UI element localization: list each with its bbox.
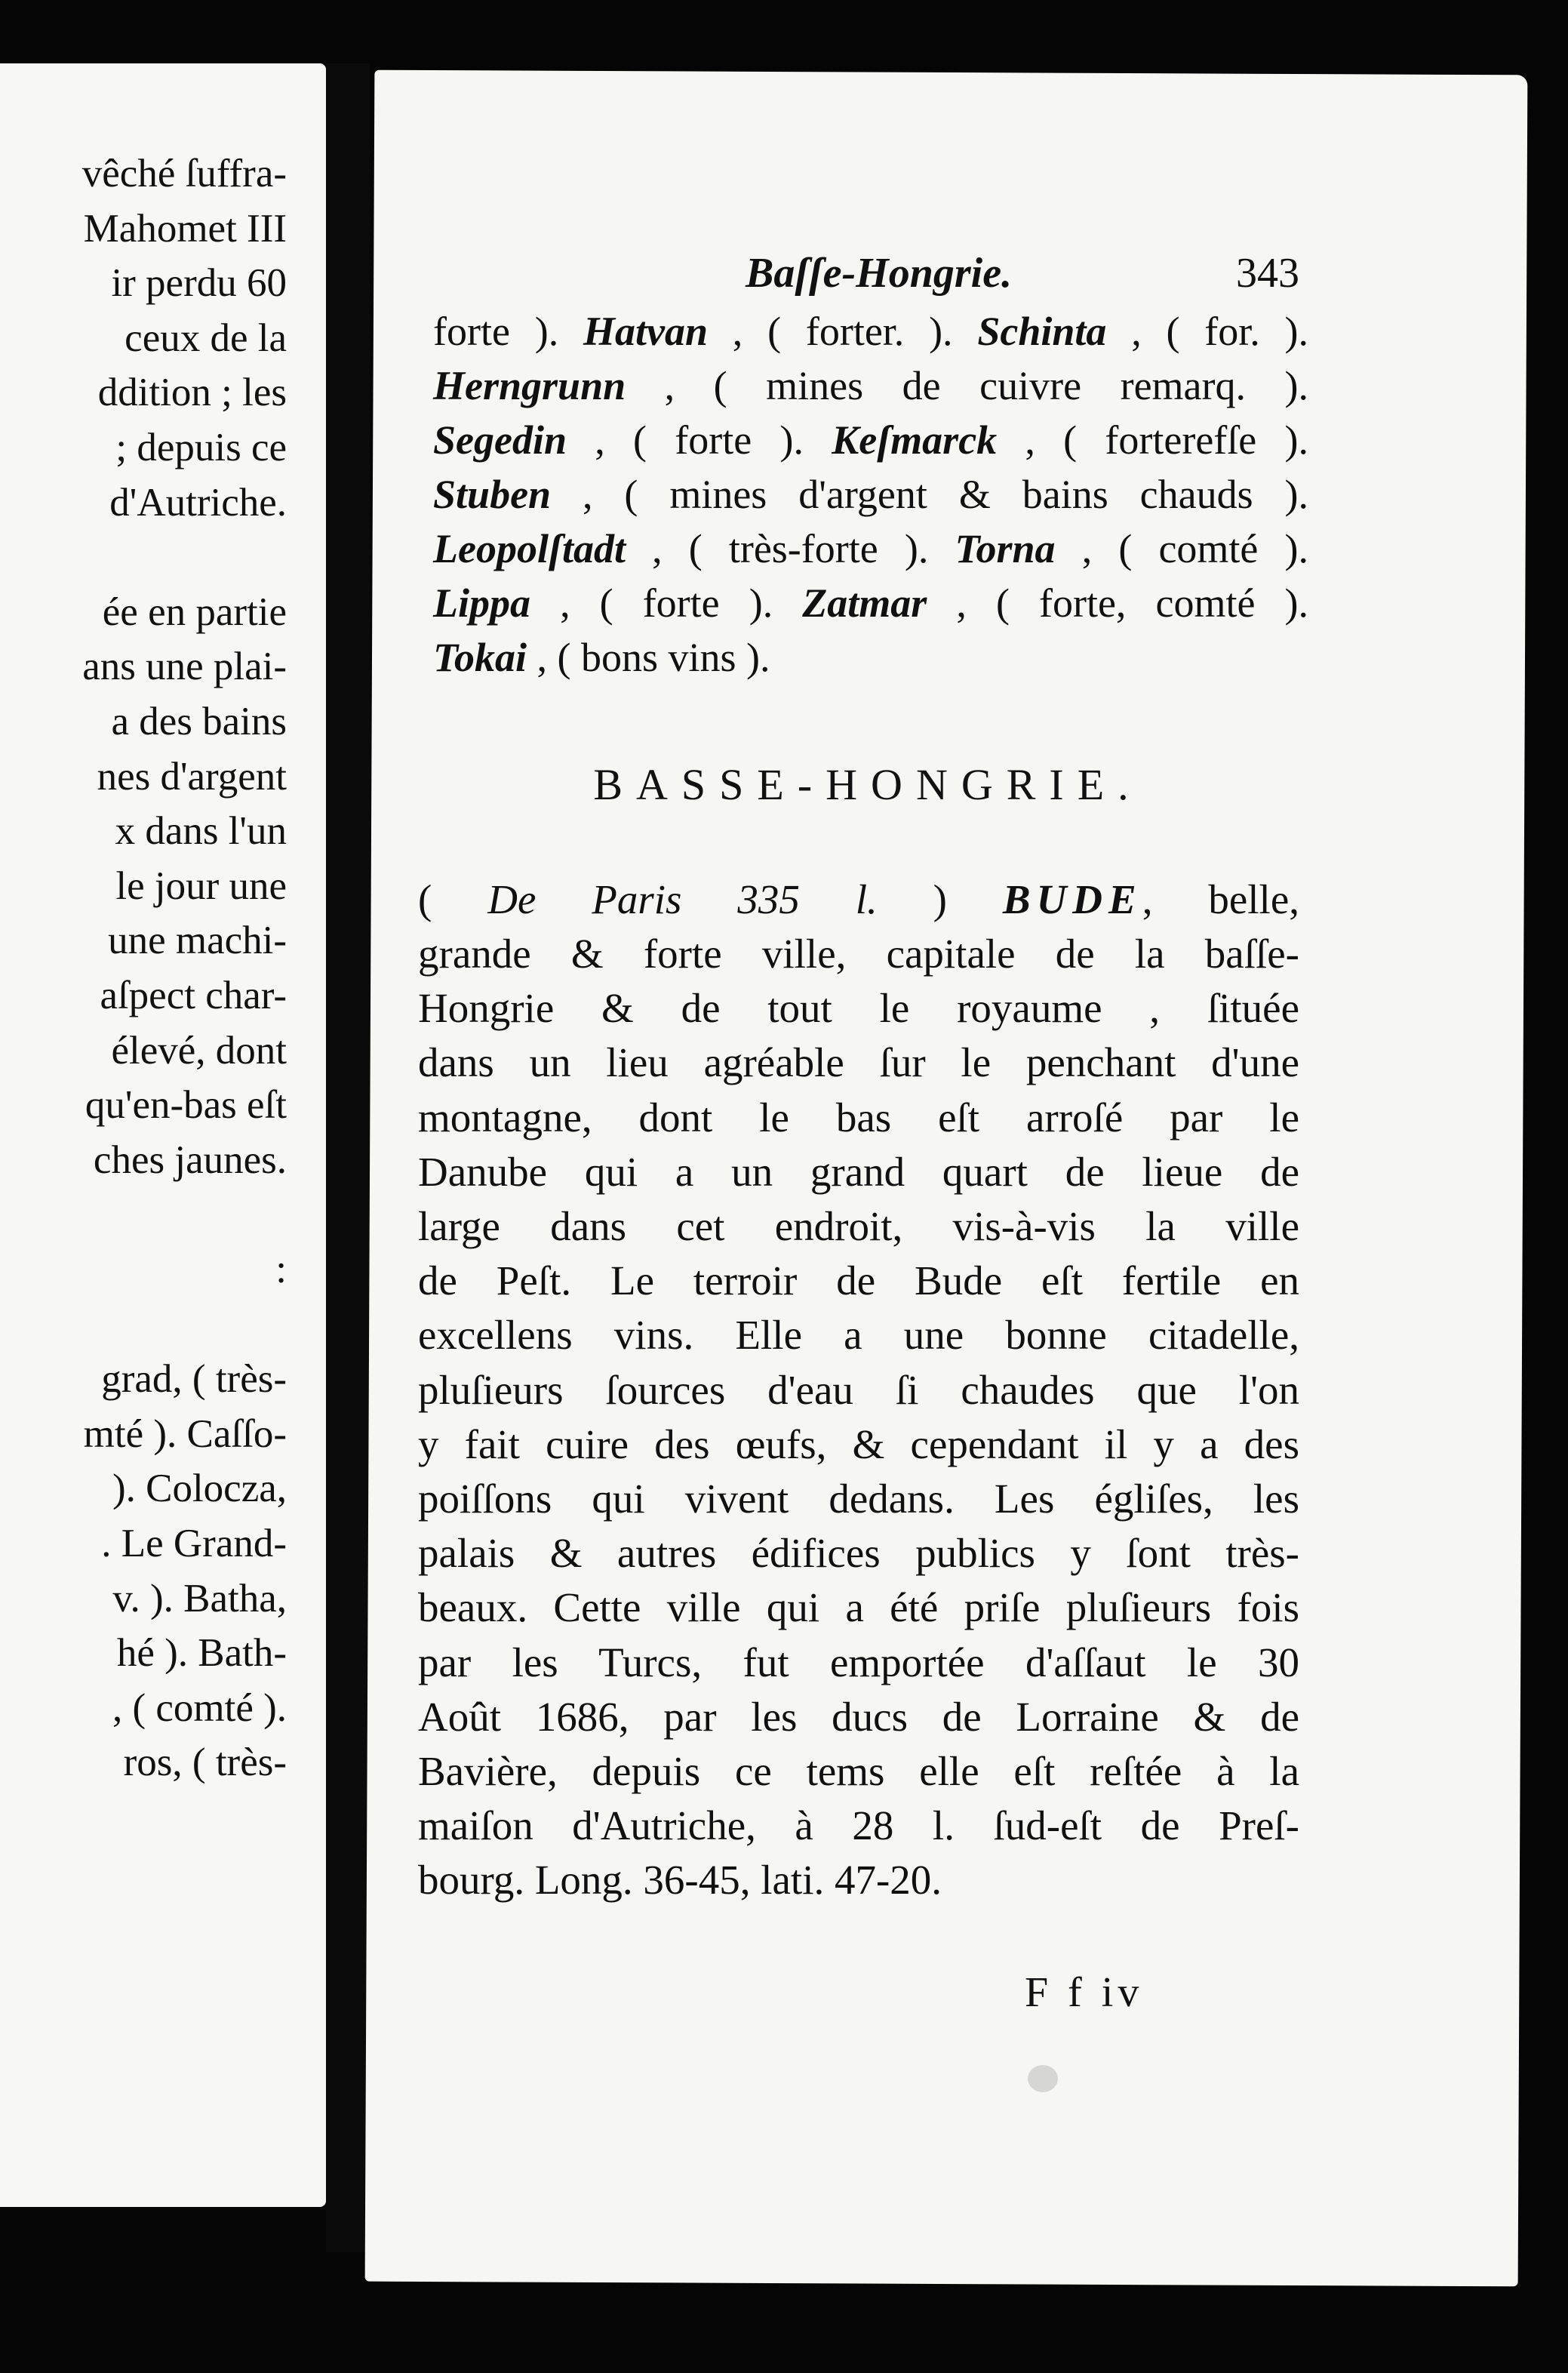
left-page-line: vêché ſuffra- (81, 152, 287, 195)
left-page-line: ches jaunes. (93, 1137, 287, 1182)
left-page-line: qu'en-bas eſt (85, 1083, 287, 1128)
place-name: Herngrunn (433, 363, 626, 408)
left-page-line: ans une plai- (82, 645, 287, 689)
place-line (433, 311, 1308, 352)
body-line: excellens vins. Elle a une bonne citadelle, (418, 1312, 1299, 1359)
body-line: montagne, dont le bas eſt arroſé par le (418, 1094, 1299, 1140)
place-note: , ( forterefſe ). (997, 417, 1308, 463)
body-line: Danube qui a un grand quart de lieue de (418, 1148, 1299, 1195)
body-line: par les Turcs, fut emportée d'aſſaut le 30 (418, 1639, 1299, 1685)
body-line: palais & autres édifices publics y ſont très- (418, 1530, 1299, 1577)
page-number: 343 (1236, 250, 1299, 297)
paren-open: ( (418, 876, 488, 922)
place-name: Torna (955, 526, 1056, 571)
place-name: Zatmar (802, 580, 927, 626)
place-note: , ( forte ). (567, 417, 832, 463)
body-line: poiſſons qui vivent dedans. Les égliſes, les (418, 1476, 1299, 1522)
body-line: grande & forte ville, capitale de la baſſe- (418, 931, 1299, 977)
place-note: , ( for. ). (1106, 309, 1309, 354)
running-head (746, 249, 1299, 302)
place-name: Lippa (433, 580, 530, 626)
place-line (433, 417, 1308, 463)
place-note: , ( forte ). (530, 580, 803, 626)
left-page-line: ceux de la (125, 315, 287, 360)
place-note: , ( comté ). (1055, 526, 1309, 571)
place-note: , ( forter. ). (708, 309, 978, 354)
place-note: , ( forte, comté ). (927, 580, 1309, 626)
body-line: maiſon d'Autriche, à 28 l. ſud-eſt de Preſ- (418, 1802, 1299, 1849)
left-page-line: : (275, 1248, 287, 1291)
place-note: , ( mines d'argent & bains chauds ). (551, 472, 1308, 517)
place-line (433, 580, 1309, 626)
body-line: dans un lieu agréable ſur le penchant d'une (418, 1039, 1299, 1086)
left-page-line: ddition ; les (97, 371, 287, 415)
first-line-rest: , belle, (1142, 876, 1299, 922)
place-name: Keſmarck (832, 417, 998, 463)
left-page-line: ros, ( très- (123, 1741, 287, 1785)
body-first-line (418, 876, 1299, 922)
left-page-line: Mahomet III (83, 206, 287, 251)
place-line (433, 528, 1308, 569)
ink-smudge (1028, 2065, 1058, 2092)
left-page-line: d'Autriche. (109, 480, 287, 525)
paren-close: ) (877, 876, 1003, 922)
place-name: Stuben (433, 472, 552, 517)
distance-from-paris: De Paris 335 l. (487, 876, 878, 922)
place-name: Hatvan (583, 309, 709, 354)
body-line: bourg. Long. 36-45, lati. 47-20. (418, 1857, 942, 1904)
left-page-line: ir perdu 60 (111, 261, 287, 306)
previous-page-fragment (0, 63, 326, 2207)
place-name: Schinta (977, 309, 1107, 354)
left-page-line: ). Colocza, (112, 1467, 287, 1511)
place-name: Segedin (433, 417, 567, 463)
left-page-line: . Le Grand- (101, 1522, 287, 1565)
left-page-line: grad, ( très- (101, 1357, 287, 1402)
left-page-line: v. ). Batha, (112, 1576, 287, 1620)
place-name: Leopolſtadt (433, 526, 626, 571)
left-page-line: a des bains (111, 700, 287, 743)
place-line (433, 474, 1308, 515)
place-line (433, 637, 1308, 678)
city-name: BUDE (1002, 876, 1142, 922)
left-page-line: mté ). Caſſo- (83, 1411, 287, 1456)
body-line: Août 1686, par les ducs de Lorraine & de (418, 1693, 1299, 1740)
place-note: , ( bons vins ). (527, 635, 770, 680)
body-line: pluſieurs ſources d'eau ſi chaudes que l'on (418, 1366, 1299, 1413)
left-page-line: hé ). Bath- (116, 1631, 287, 1676)
signature-mark: F f iv (1025, 1969, 1144, 2016)
body-line: Hongrie & de tout le royaume , ſituée (418, 985, 1299, 1032)
left-page-line: nes d'argent (97, 754, 287, 799)
running-head-title: Baſſe-Hongrie. (746, 250, 1013, 297)
left-page-line: aſpect char- (100, 974, 287, 1017)
left-page-line: x dans l'un (115, 809, 287, 854)
body-line: beaux. Cette ville qui a été priſe pluſieurs fois (418, 1584, 1299, 1631)
left-page-line: le jour une (115, 863, 287, 908)
left-page-line: élevé, dont (111, 1028, 287, 1073)
book-gutter (326, 63, 370, 2252)
place-note: , ( très-forte ). (625, 526, 955, 571)
body-line: Bavière, depuis ce tems elle eſt reſtée à la (418, 1748, 1299, 1794)
body-line: y fait cuire des œufs, & cependant il y a des (418, 1420, 1299, 1467)
body-line: large dans cet endroit, vis-à-vis la ville (418, 1203, 1299, 1249)
body-line: de Peſt. Le terroir de Bude eſt fertile en (418, 1257, 1299, 1304)
left-page-line: ; depuis ce (115, 426, 287, 469)
left-page-line: , ( comté ). (112, 1685, 287, 1730)
place-line (433, 365, 1308, 406)
place-note: forte ). (433, 309, 583, 354)
place-note: , ( mines de cuivre remarq. ). (626, 363, 1308, 408)
section-title: BASSE-HONGRIE. (593, 760, 1142, 809)
left-page-line: ée en partie (102, 589, 287, 634)
place-name: Tokai (433, 635, 527, 680)
left-page-line: une machi- (108, 919, 287, 963)
